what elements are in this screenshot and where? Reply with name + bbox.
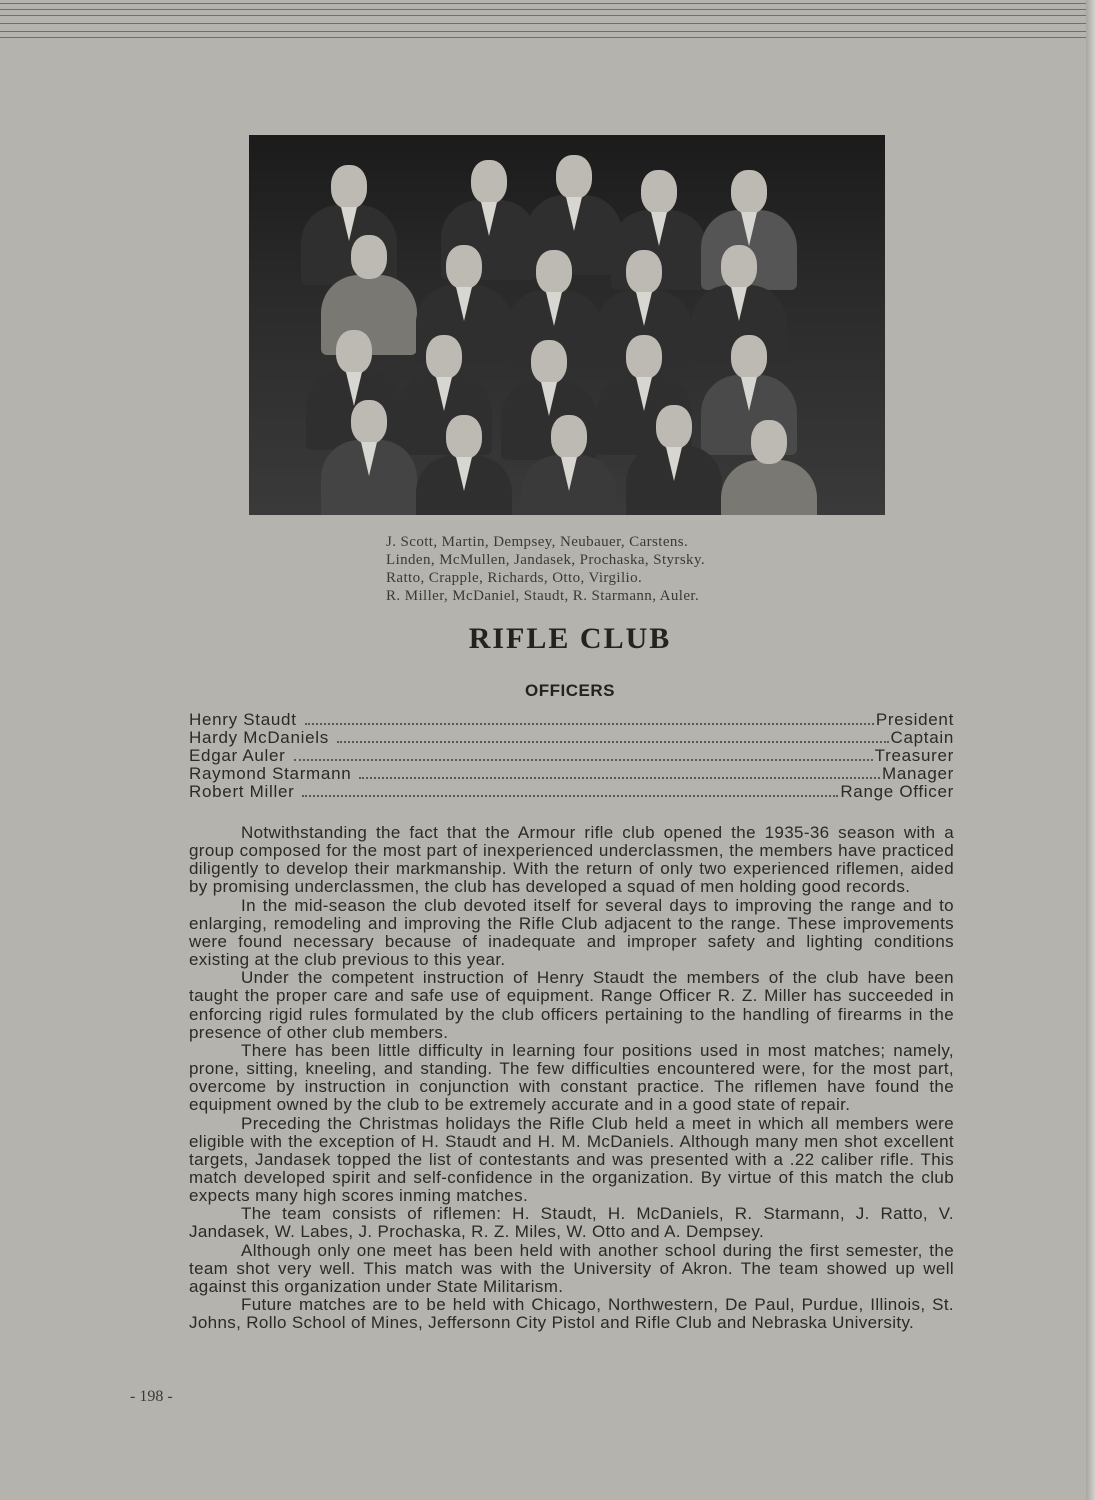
person [514,415,624,515]
officer-row [189,783,954,801]
officer-row [189,711,954,729]
person [714,420,824,515]
caption-line: Linden, McMullen, Jandasek, Prochaska, Styrsky. [386,552,706,568]
officer-role: President [875,710,954,729]
officer-name: Edgar Auler [189,746,286,765]
paragraph: Notwithstanding the fact that the Armour rifle club opened the 1935-36 season with a group composed for the most part of inexperienced underclassmen, the members have practiced diligently to develop their markmanship. With the return of only two experienced riflemen, aided by promising underclassmen, the club has developed a squad of men holding good records. [189,823,954,897]
officer-role: Manager [882,764,954,783]
paragraph: The team consists of riflemen: H. Staudt, H. McDaniels, R. Starmann, J. Ratto, V. Jandasek, W. Labes, J. Prochaska, R. Z. Miles, W. Otto and A. Dempsey. [189,1204,954,1242]
paragraph: Although only one meet has been held with another school during the first semester, the team shot very well. This match was with the University of Akron. The team showed up well against this organization under State Militarism. [189,1240,954,1296]
paragraph: Preceding the Christmas holidays the Rifle Club held a meet in which all members were eligible with the exception of H. Staudt and H. M. McDaniels. Although many men shot excellent targets, Jandasek topped the list of contestants and was presented with a .22 caliber rifle. This match developed spirit and self-confidence in the organization. By virtue of this match the club expects many high scores inming matches. [189,1113,954,1206]
article-body [189,824,954,1332]
officer-name: Raymond Starmann [189,764,352,783]
caption-line: J. Scott, Martin, Dempsey, Neubauer, Carstens. [386,534,689,550]
officer-row [189,765,954,783]
officer-name: Robert Miller [189,782,295,801]
officers-heading: OFFICERS [525,681,615,700]
paragraph: There has been little difficulty in learning four positions used in most matches; namely, prone, sitting, kneeling, and standing. The few difficulties encountered were, for the most part, overcome by instruction in conjunction with constant practice. The riflemen have found the equipment owned by the club to be extremely accurate and in a good state of repair. [189,1040,954,1115]
person [314,400,424,515]
officer-row [189,729,954,747]
caption-line: Ratto, Crapple, Richards, Otto, Virgilio. [386,570,643,586]
paragraph: In the mid-season the club devoted itself for several days to improving the range and to enlarging, remodeling and improving the Rifle Club adjacent to the range. These improvements were found necessary because of inadequate and improper safety and lighting conditions existing at the club previous to this year. [189,895,954,970]
officer-role: Range Officer [840,782,954,801]
person [619,405,729,515]
officer-role: Captain [890,728,954,747]
page-edge [1086,0,1096,1500]
person [409,415,519,515]
paragraph: Under the competent instruction of Henry Staudt the members of the club have been taught the proper care and safe use of equipment. Range Officer R. Z. Miller has succeeded in enforcing rigid rules formulated by the club officers pertaining to the handling of firearms in the presence of other club members. [189,968,954,1042]
group-photo [249,135,885,515]
officer-row [189,747,954,765]
paragraph: Future matches are to be held with Chicago, Northwestern, De Paul, Purdue, Illinois, St. Johns, Rollo School of Mines, Jeffersonn City Pistol and Rifle Club and Nebraska University. [189,1295,954,1333]
officer-name: Hardy McDaniels [189,728,329,747]
header-rule-lines [0,0,1096,42]
page-number: - 198 - [130,1388,173,1405]
photo-caption [386,533,866,605]
page-title: RIFLE CLUB [468,622,672,655]
officers-list [189,711,954,801]
officer-name: Henry Staudt [189,710,297,729]
caption-line: R. Miller, McDaniel, Staudt, R. Starmann, Auler. [386,588,700,604]
officer-role: Treasurer [874,746,954,765]
